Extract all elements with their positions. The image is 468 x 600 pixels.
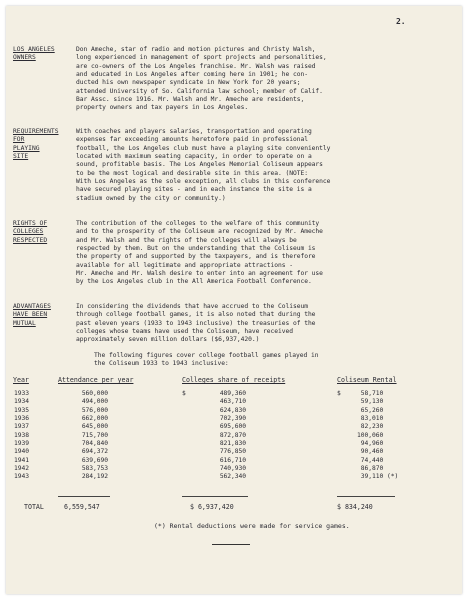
text-line: RESPECTED — [13, 236, 48, 244]
paragraph-advantages — [76, 303, 315, 345]
text-line: located with maximum seating capacity, in order to operate on a — [76, 153, 312, 161]
text-line: Bar Assc. since 1916. Mr. Walsh and Mr. Ameche are residents, — [76, 96, 305, 104]
text-line: and educated in Los Angeles after coming here in 1901; he con- — [76, 71, 308, 79]
college-share-dollar-sign: $ — [182, 390, 186, 397]
paragraph-rights — [76, 220, 323, 287]
table-cell-attendance: 284,192 — [81, 473, 108, 481]
text-line: REQUIREMENTS — [13, 128, 59, 135]
table-cell-college-share: 463,710 — [219, 398, 246, 406]
heading-requirements-playing-site — [13, 128, 71, 161]
rental-total-rule — [337, 496, 395, 497]
text-line: and to the prosperity of the Coliseum are recognized by Mr. Ameche — [76, 228, 323, 236]
text-line: The following figures cover college football games played in — [94, 352, 319, 359]
table-cell-college-share: 702,390 — [219, 415, 246, 423]
text-line: RIGHTS OF — [13, 220, 48, 227]
table-cell-year: 1933 — [14, 390, 29, 397]
page-number: 2. — [396, 17, 406, 26]
table-cell-year: 1939 — [14, 440, 29, 448]
text-line: approximately seven million dollars ($6,937,420.) — [76, 336, 260, 344]
text-line: football, the Los Angeles club must have a playing site conveniently — [76, 144, 331, 152]
year-column — [14, 390, 29, 482]
table-cell-rental: 59,130 — [360, 398, 384, 406]
text-line: ADVANTAGES — [13, 303, 51, 310]
table-cell-attendance: 694,372 — [81, 448, 108, 456]
table-cell-college-share: 489,360 — [219, 390, 246, 397]
table-cell-year: 1943 — [14, 473, 29, 481]
table-cell-college-share: 776,850 — [219, 448, 246, 456]
text-line: In considering the dividends that have accrued to the Coliseum — [76, 303, 308, 310]
text-line: The contribution of the colleges to the welfare of this community — [76, 220, 320, 227]
text-line: have secured playing sites - and in each instance the site is a — [76, 186, 312, 194]
table-cell-rental: 65,260 — [360, 406, 384, 414]
table-cell-rental: 39,110 (*) — [360, 473, 399, 481]
table-cell-year: 1934 — [14, 398, 29, 406]
text-line: With coaches and players salaries, transportation and operating — [76, 128, 312, 135]
table-cell-attendance: 662,000 — [81, 415, 108, 423]
table-cell-college-share: 695,600 — [219, 423, 246, 431]
total-label: TOTAL — [24, 503, 44, 511]
table-cell-attendance: 583,753 — [81, 465, 108, 473]
total-college-share: $ 6,937,420 — [190, 503, 234, 511]
attendance-total-rule — [58, 496, 110, 497]
table-cell-attendance: 645,000 — [81, 423, 108, 431]
table-cell-year: 1935 — [14, 406, 29, 414]
paragraph-requirements — [76, 128, 330, 203]
table-cell-rental: 100,060 — [357, 431, 384, 439]
heading-advantages-mutual — [13, 303, 71, 328]
table-cell-attendance: 576,000 — [81, 406, 108, 414]
table-cell-year: 1940 — [14, 448, 29, 456]
college-share-total-rule — [182, 496, 248, 497]
total-attendance: 6,559,547 — [64, 503, 100, 511]
rental-dollar-sign: $ — [337, 390, 341, 397]
text-line: the property of and supported by the taxpayers, and is therefore — [76, 253, 316, 261]
table-cell-college-share: 872,870 — [219, 431, 246, 439]
table-cell-college-share: 562,340 — [219, 473, 246, 481]
table-cell-year: 1938 — [14, 431, 29, 439]
table-cell-attendance: 704,840 — [81, 440, 108, 448]
table-cell-rental: 94,960 — [360, 440, 384, 448]
text-line: and Mr. Walsh and the rights of the colleges will always be — [76, 236, 297, 244]
table-cell-college-share: 624,830 — [219, 406, 246, 414]
text-line: expenses far exceeding amounts heretofore paid in professional — [76, 136, 308, 144]
total-rental: $ 834,240 — [337, 503, 373, 511]
document-page — [6, 6, 462, 594]
text-line: property owners and tax payers in Los Angeles. — [76, 104, 249, 112]
table-cell-rental: 90,460 — [360, 448, 384, 456]
table-intro — [94, 352, 318, 369]
table-cell-college-share: 821,830 — [219, 440, 246, 448]
table-cell-year: 1942 — [14, 465, 29, 473]
text-line: sound, profitable basis. The Los Angeles Memorial Coliseum appears — [76, 161, 323, 169]
text-line: respected by them. But on the understanding that the Coliseum is — [76, 245, 316, 253]
table-cell-attendance: 715,700 — [81, 431, 108, 439]
text-line: HAVE BEEN — [13, 311, 48, 319]
table-cell-college-share: 616,710 — [219, 456, 246, 464]
text-line: available for all legitimate and appropriate attractions - — [76, 261, 293, 269]
end-rule — [212, 544, 250, 545]
table-cell-attendance: 560,000 — [81, 390, 108, 397]
text-line: attended University of So. California law school; member of Calif. — [76, 87, 323, 95]
text-line: Don Ameche, star of radio and motion pictures and Christy Walsh, — [76, 46, 316, 53]
attendance-column — [62, 390, 108, 482]
header-college-share: Colleges share of receipts — [182, 376, 286, 384]
rental-column — [357, 390, 398, 482]
text-line: MUTUAL — [13, 319, 36, 327]
table-cell-year: 1937 — [14, 423, 29, 431]
table-cell-rental: 58,710 — [360, 390, 384, 397]
text-line: FOR — [13, 136, 25, 144]
table-cell-rental: 83,010 — [360, 415, 384, 423]
text-line: OWNERS — [13, 54, 36, 62]
text-line: SITE — [13, 153, 29, 161]
table-cell-college-share: 740,930 — [219, 465, 246, 473]
table-cell-rental: 74,440 — [360, 456, 384, 464]
table-cell-attendance: 494,000 — [81, 398, 108, 406]
text-line: the Coliseum 1933 to 1943 inclusive: — [94, 360, 229, 368]
table-cell-rental: 86,870 — [360, 465, 384, 473]
heading-rights-of-colleges — [13, 220, 71, 245]
text-line: colleges whose teams have used the Coliseum, have received — [76, 328, 293, 336]
table-cell-year: 1941 — [14, 456, 29, 464]
text-line: COLLEGES — [13, 228, 44, 236]
text-line: PLAYING — [13, 144, 40, 152]
college-share-column — [202, 390, 246, 482]
text-line: through college football games, it is also noted that during the — [76, 311, 316, 319]
heading-los-angeles-owners — [13, 46, 71, 63]
header-year: Year — [13, 376, 29, 384]
text-line: ducted his own newspaper syndicate in New York for 20 years; — [76, 79, 301, 87]
table-cell-attendance: 639,690 — [81, 456, 108, 464]
text-line: LOS ANGELES — [13, 46, 55, 53]
paragraph-owners — [76, 46, 327, 113]
header-attendance: Attendance per year — [58, 376, 134, 384]
text-line: to be the most logical and desirable site in this area. (NOTE: — [76, 169, 308, 177]
text-line: past eleven years (1933 to 1943 inclusive) the treasuries of the — [76, 319, 316, 327]
text-line: With Los Angeles as the sole exception, all clubs in this conference — [76, 178, 331, 186]
footnote: (*) Rental deductions were made for service games. — [154, 522, 350, 530]
header-coliseum-rental: Coliseum Rental — [337, 376, 397, 384]
table-cell-year: 1936 — [14, 415, 29, 423]
text-line: Mr. Ameche and Mr. Walsh desire to enter into an agreement for use — [76, 270, 323, 278]
text-line: are co-owners of the Los Angeles franchise. Mr. Walsh was raised — [76, 62, 316, 70]
table-cell-rental: 82,230 — [360, 423, 384, 431]
text-line: stadium owned by the city or community.) — [76, 194, 226, 202]
text-line: long experienced in management of sport projects and personalities, — [76, 54, 327, 62]
text-line: by the Los Angeles club in the All America Football Conference. — [76, 278, 312, 286]
